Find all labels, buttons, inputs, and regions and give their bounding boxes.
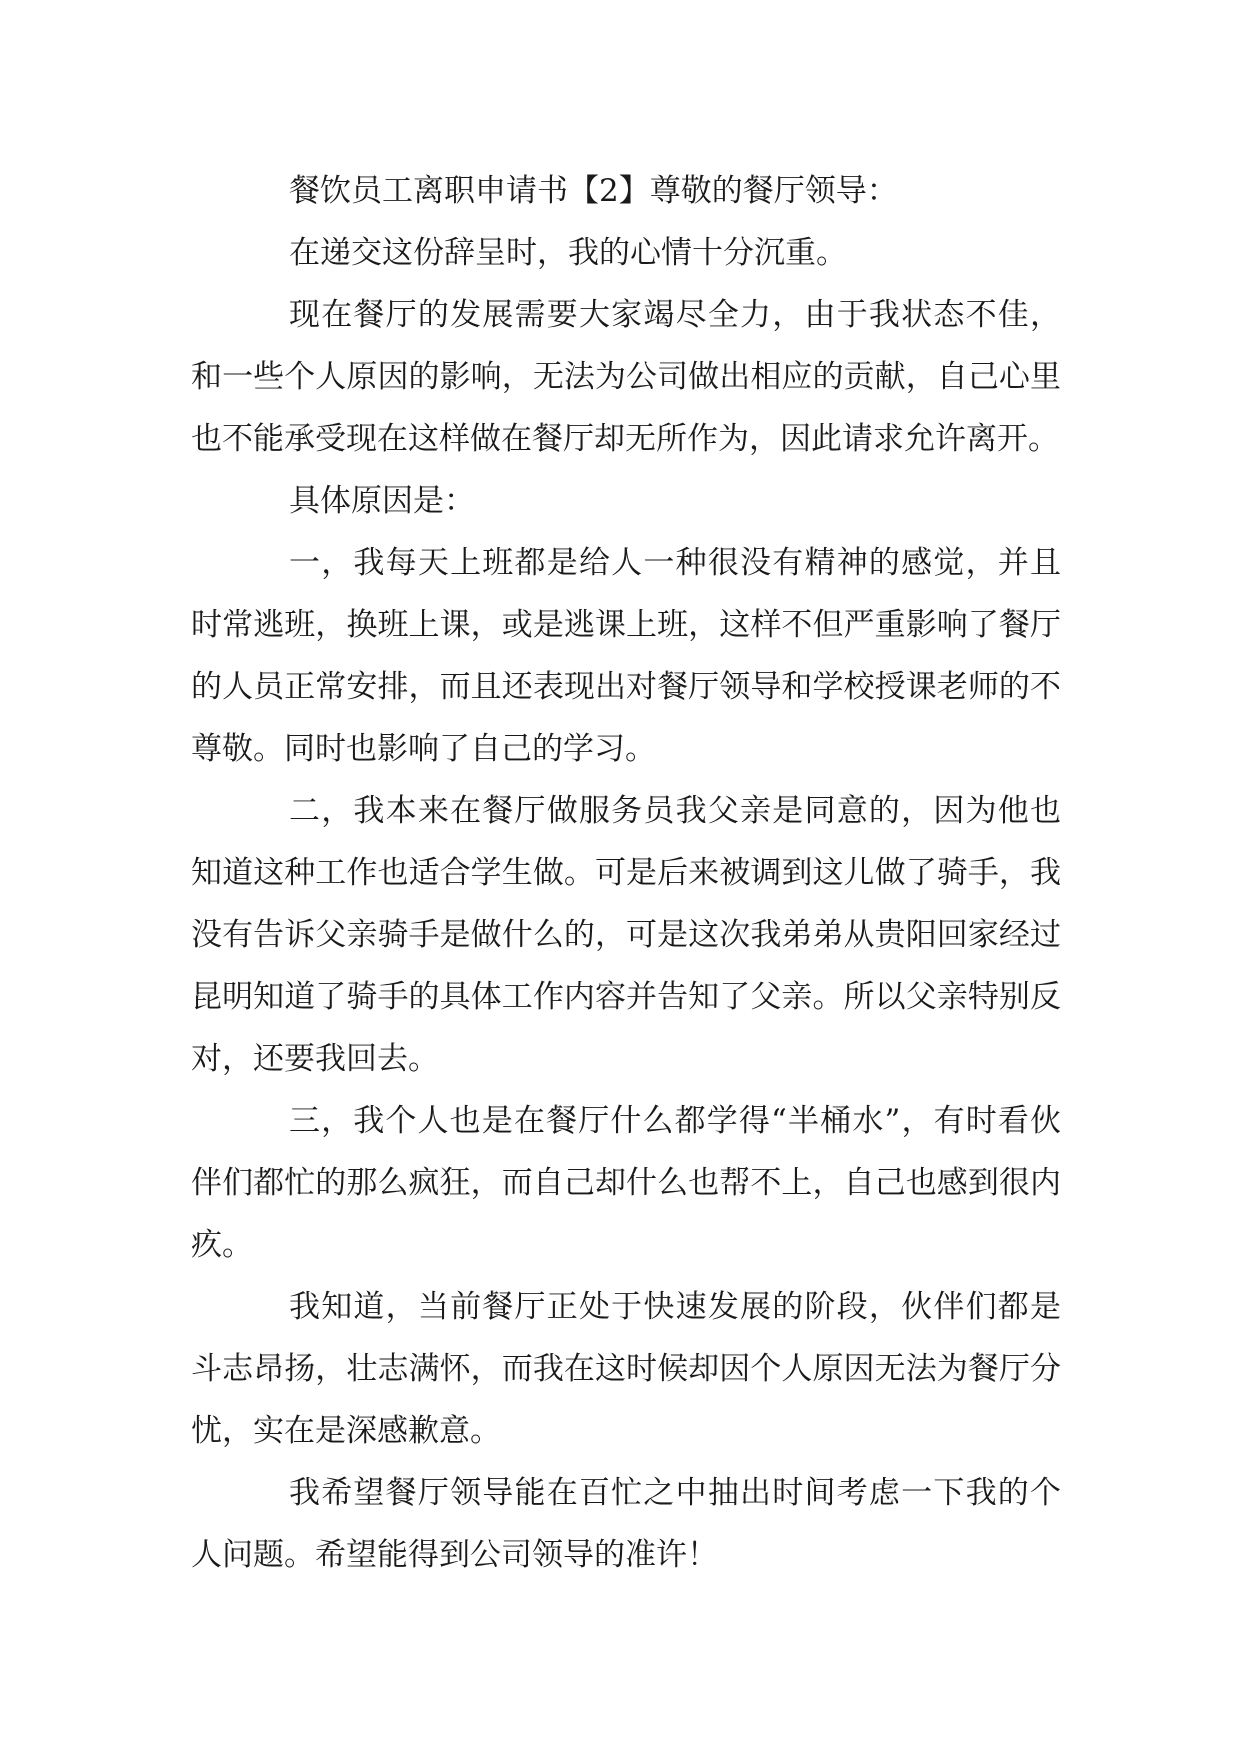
body-paragraph: 我知道，当前餐厅正处于快速发展的阶段，伙伴们都是斗志昂扬，壮志满怀，而我在这时候却因个人原因无法为餐厅分忧，实在是深感歉意。 (191, 1289, 1061, 1449)
title-greeting-paragraph: 餐饮员工离职申请书【2】尊敬的餐厅领导： (289, 173, 898, 209)
reason-three-paragraph: 三，我个人也是在餐厅什么都学得“半桶水”，有时看伙伴们都忙的那么疯狂，而自己却什么也帮不上，自己也感到很内疚。 (191, 1103, 1061, 1263)
closing-paragraph: 我希望餐厅领导能在百忙之中抽出时间考虑一下我的个人问题。希望能得到公司领导的准许！ (191, 1475, 1061, 1573)
body-paragraph: 现在餐厅的发展需要大家竭尽全力，由于我状态不佳，和一些个人原因的影响，无法为公司做出相应的贡献，自己心里也不能承受现在这样做在餐厅却无所作为，因此请求允许离开。 (191, 297, 1061, 457)
reason-two-paragraph: 二，我本来在餐厅做服务员我父亲是同意的，因为他也知道这种工作也适合学生做。可是后来被调到这儿做了骑手，我没有告诉父亲骑手是做什么的，可是这次我弟弟从贵阳回家经过昆明知道了骑手的具体工作内容并告知了父亲。所以父亲特别反对，还要我回去。 (191, 793, 1061, 1077)
body-paragraph: 在递交这份辞呈时，我的心情十分沉重。 (289, 235, 847, 271)
reasons-heading: 具体原因是： (289, 483, 475, 519)
document-body (191, 160, 1061, 1586)
reason-one-paragraph: 一，我每天上班都是给人一种很没有精神的感觉，并且时常逃班，换班上课，或是逃课上班，这样不但严重影响了餐厅的人员正常安排，而且还表现出对餐厅领导和学校授课老师的不尊敬。同时也影响了自己的学习。 (191, 545, 1061, 767)
